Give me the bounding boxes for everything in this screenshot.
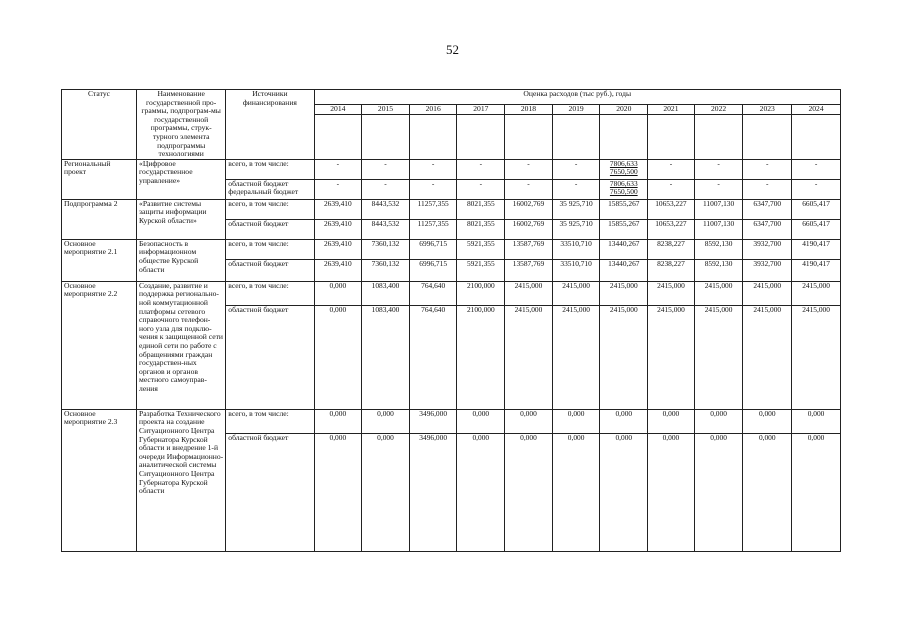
cell-value: 0,000	[743, 433, 792, 551]
cell-value: 3496,000	[409, 409, 457, 433]
cell-value: 3932,700	[743, 259, 792, 281]
cell-value: 3932,700	[743, 239, 792, 259]
header-status: Статус	[62, 90, 137, 160]
cell-value: 0,000	[457, 433, 505, 551]
cell-value: 11257,355	[409, 219, 457, 239]
cell-value: -	[314, 179, 362, 199]
cell-value: 5921,355	[457, 259, 505, 281]
row-source: областной бюджет	[226, 259, 314, 281]
cell-value: 0,000	[314, 305, 362, 409]
cell-value: 0,000	[505, 433, 553, 551]
cell-value: 0,000	[648, 433, 695, 551]
cell-value: 13440,267	[600, 259, 648, 281]
cell-value: 2415,000	[600, 305, 648, 409]
cell-value: 13587,769	[505, 239, 553, 259]
year-2016: 2016	[409, 104, 457, 114]
row-source: всего, в том числе:	[226, 409, 314, 433]
cell-value: 0,000	[362, 433, 410, 551]
cell-value: 11007,130	[694, 219, 743, 239]
cell-value: -	[552, 179, 600, 199]
cell-value: 11007,130	[694, 199, 743, 219]
cell-value: 0,000	[792, 409, 841, 433]
cell-value: -	[314, 159, 362, 179]
cell-value: 0,000	[314, 433, 362, 551]
cell-value: 2415,000	[792, 305, 841, 409]
row-name: Безопасность в информационном обществе Курской области	[137, 239, 226, 281]
cell-value: 2415,000	[552, 305, 600, 409]
cell-value: 2415,000	[648, 281, 695, 305]
table-row	[62, 199, 841, 219]
cell-value: 2639,410	[314, 259, 362, 281]
header-estimate: Оценка расходов (тыс руб.), годы	[314, 90, 840, 105]
row-source: областной бюджет	[226, 305, 314, 409]
cell-value: 2415,000	[600, 281, 648, 305]
cell-value: 35 925,710	[552, 219, 600, 239]
cell-value: 2415,000	[792, 281, 841, 305]
cell-value: 2100,000	[457, 281, 505, 305]
cell-value: 764,640	[409, 281, 457, 305]
cell-value: 8238,227	[648, 239, 695, 259]
cell-value: 10653,227	[648, 199, 695, 219]
cell-value: 0,000	[457, 409, 505, 433]
cell-value: 2415,000	[743, 305, 792, 409]
cell-value: 1083,400	[362, 281, 410, 305]
cell-value: -	[743, 179, 792, 199]
cell-value: -	[694, 179, 743, 199]
row-name: Разработка Технического проекта на создание Ситуационного Центра Губернатора Курской области и внедрение 1-й очереди Информационно-аналитической системы Ситуационного Центра Губернатора Курской области	[137, 409, 226, 551]
cell-value: 6347,700	[743, 219, 792, 239]
cell-value: 7806,633 7650,500	[600, 179, 648, 199]
year-2024: 2024	[792, 104, 841, 114]
cell-value: 4190,417	[792, 259, 841, 281]
budget-table	[61, 89, 841, 552]
cell-value: 6605,417	[792, 199, 841, 219]
cell-value: 2415,000	[743, 281, 792, 305]
cell-value: 4190,417	[792, 239, 841, 259]
cell-value: 0,000	[694, 409, 743, 433]
cell-value: -	[457, 159, 505, 179]
cell-value: -	[552, 159, 600, 179]
cell-value: 0,000	[743, 409, 792, 433]
year-2014: 2014	[314, 104, 362, 114]
row-name: «Развитие системы защиты информации Курской области»	[137, 199, 226, 239]
cell-value: 13440,267	[600, 239, 648, 259]
cell-value: 6605,417	[792, 219, 841, 239]
table-row	[62, 281, 841, 305]
year-2018: 2018	[505, 104, 553, 114]
cell-value: 8238,227	[648, 259, 695, 281]
year-2017: 2017	[457, 104, 505, 114]
cell-value: 5921,355	[457, 239, 505, 259]
cell-value: 2415,000	[505, 305, 553, 409]
cell-value: 0,000	[505, 409, 553, 433]
year-2022: 2022	[694, 104, 743, 114]
row-source: всего, в том числе:	[226, 159, 314, 179]
cell-value: 13587,769	[505, 259, 553, 281]
cell-value: 16002,769	[505, 219, 553, 239]
cell-value: -	[457, 179, 505, 199]
cell-value: 0,000	[648, 409, 695, 433]
cell-value: -	[648, 159, 695, 179]
year-2020: 2020	[600, 104, 648, 114]
row-source: всего, в том числе:	[226, 281, 314, 305]
cell-value: -	[648, 179, 695, 199]
year-2015: 2015	[362, 104, 410, 114]
row-source: всего, в том числе:	[226, 199, 314, 219]
budget-body	[62, 159, 841, 551]
cell-value: 6996,715	[409, 239, 457, 259]
year-2023: 2023	[743, 104, 792, 114]
cell-value: 2415,000	[694, 281, 743, 305]
cell-value: 764,640	[409, 305, 457, 409]
cell-value: 6996,715	[409, 259, 457, 281]
cell-value: 0,000	[792, 433, 841, 551]
row-source: областной бюджет федеральный бюджет	[226, 179, 314, 199]
table-row	[62, 409, 841, 433]
cell-value: -	[743, 159, 792, 179]
row-status: Основное мероприятие 2.3	[62, 409, 137, 551]
header-row	[62, 90, 841, 105]
cell-value: 1083,400	[362, 305, 410, 409]
cell-value: 2100,000	[457, 305, 505, 409]
cell-value: 33510,710	[552, 239, 600, 259]
cell-value: 2415,000	[552, 281, 600, 305]
cell-value: 6347,700	[743, 199, 792, 219]
cell-value: 2415,000	[648, 305, 695, 409]
row-name: «Цифровое государственное управление»	[137, 159, 226, 199]
header-source: Источники финансирования	[226, 90, 314, 160]
cell-value: -	[694, 159, 743, 179]
header-name: Наименование государственной про-граммы, подпрограм-мы государственной программы, струк-турного элемента подпрограммы технологиями	[137, 90, 226, 160]
cell-value: 0,000	[552, 409, 600, 433]
cell-value: 8592,130	[694, 259, 743, 281]
row-status: Основное мероприятие 2.1	[62, 239, 137, 281]
cell-value: 7806,633 7650,500	[600, 159, 648, 179]
cell-value: 33510,710	[552, 259, 600, 281]
cell-value: 0,000	[314, 281, 362, 305]
cell-value: 0,000	[600, 433, 648, 551]
cell-value: 8443,532	[362, 199, 410, 219]
cell-value: 15855,267	[600, 219, 648, 239]
cell-value: -	[505, 159, 553, 179]
cell-value: 16002,769	[505, 199, 553, 219]
row-status: Подпрограмма 2	[62, 199, 137, 239]
cell-value: 8021,355	[457, 219, 505, 239]
page-number: 52	[446, 42, 459, 57]
cell-value: 2415,000	[505, 281, 553, 305]
cell-value: 8021,355	[457, 199, 505, 219]
cell-value: 0,000	[314, 409, 362, 433]
cell-value: -	[409, 159, 457, 179]
cell-value: 7360,132	[362, 259, 410, 281]
year-2021: 2021	[648, 104, 695, 114]
cell-value: 2639,410	[314, 239, 362, 259]
cell-value: 7360,132	[362, 239, 410, 259]
year-2019: 2019	[552, 104, 600, 114]
cell-value: 0,000	[600, 409, 648, 433]
cell-value: 0,000	[694, 433, 743, 551]
cell-value: 8443,532	[362, 219, 410, 239]
row-source: областной бюджет	[226, 433, 314, 551]
row-name: Создание, развитие и поддержка регионально-ной коммутационной платформы сетевого справочного телефон-ного узла для подклю-чения к защищенной сети единой сети по работе с обращениями граждан государствен-ных органов и органов местного самоуправ-ления	[137, 281, 226, 409]
row-source: областной бюджет	[226, 219, 314, 239]
cell-value: 11257,355	[409, 199, 457, 219]
cell-value: 15855,267	[600, 199, 648, 219]
row-source: всего, в том числе:	[226, 239, 314, 259]
table-row	[62, 239, 841, 259]
cell-value: 8592,130	[694, 239, 743, 259]
cell-value: -	[409, 179, 457, 199]
row-status: Региональный проект	[62, 159, 137, 199]
cell-value: -	[362, 159, 410, 179]
cell-value: -	[792, 159, 841, 179]
cell-value: 0,000	[552, 433, 600, 551]
row-status: Основное мероприятие 2.2	[62, 281, 137, 409]
cell-value: -	[505, 179, 553, 199]
cell-value: 35 925,710	[552, 199, 600, 219]
cell-value: 2639,410	[314, 199, 362, 219]
cell-value: 0,000	[362, 409, 410, 433]
cell-value: -	[792, 179, 841, 199]
cell-value: -	[362, 179, 410, 199]
cell-value: 10653,227	[648, 219, 695, 239]
cell-value: 2639,410	[314, 219, 362, 239]
table-row	[62, 159, 841, 179]
cell-value: 3496,000	[409, 433, 457, 551]
cell-value: 2415,000	[694, 305, 743, 409]
